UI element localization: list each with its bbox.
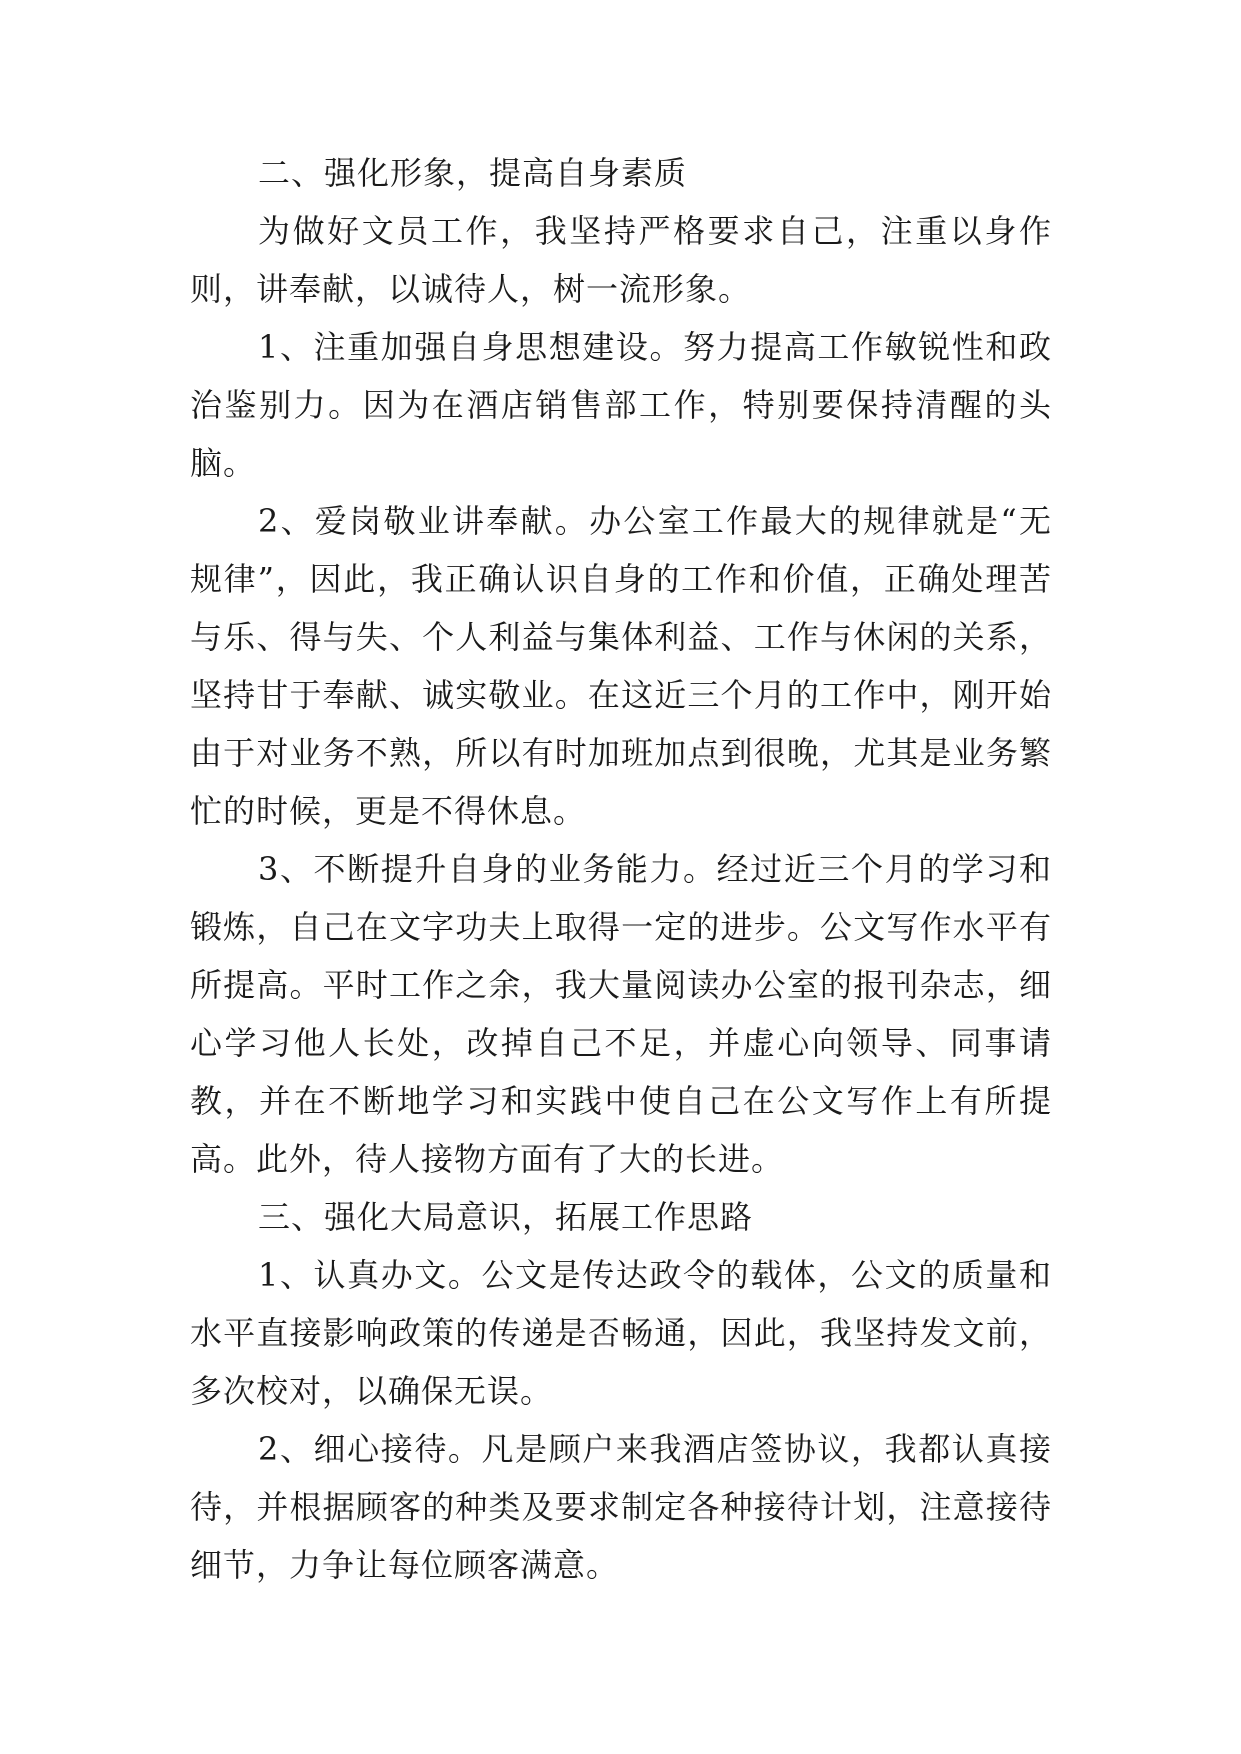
paragraph-item-3-1: 1、认真办文。公文是传达政令的载体，公文的质量和水平直接影响政策的传递是否畅通，因此，我坚持发文前，多次校对，以确保无误。 <box>190 1256 1052 1410</box>
paragraph-item-1: 1、注重加强自身思想建设。努力提高工作敏锐性和政治鉴别力。因为在酒店销售部工作，特别要保持清醒的头脑。 <box>190 328 1052 482</box>
paragraph-item-2: 2、爱岗敬业讲奉献。办公室工作最大的规律就是“无规律”，因此，我正确认识自身的工作和价值，正确处理苦与乐、得与失、个人利益与集体利益、工作与休闲的关系，坚持甘于奉献、诚实敬业。在这近三个月的工作中，刚开始由于对业务不熟，所以有时加班加点到很晚，尤其是业务繁忙的时候，更是不得休息。 <box>190 502 1052 830</box>
section-heading-3: 三、强化大局意识，拓展工作思路 <box>258 1198 754 1236</box>
section-heading-2: 二、强化形象，提高自身素质 <box>258 154 688 192</box>
document-body <box>190 144 1052 1594</box>
paragraph-intro: 为做好文员工作，我坚持严格要求自己，注重以身作则，讲奉献，以诚待人，树一流形象。 <box>190 212 1052 308</box>
paragraph-item-3: 3、不断提升自身的业务能力。经过近三个月的学习和锻炼，自己在文字功夫上取得一定的进步。公文写作水平有所提高。平时工作之余，我大量阅读办公室的报刊杂志，细心学习他人长处，改掉自己不足，并虚心向领导、同事请教，并在不断地学习和实践中使自己在公文写作上有所提高。此外，待人接物方面有了大的长进。 <box>190 850 1052 1178</box>
paragraph-item-3-2: 2、细心接待。凡是顾户来我酒店签协议，我都认真接待，并根据顾客的种类及要求制定各种接待计划，注意接待细节，力争让每位顾客满意。 <box>190 1430 1052 1584</box>
